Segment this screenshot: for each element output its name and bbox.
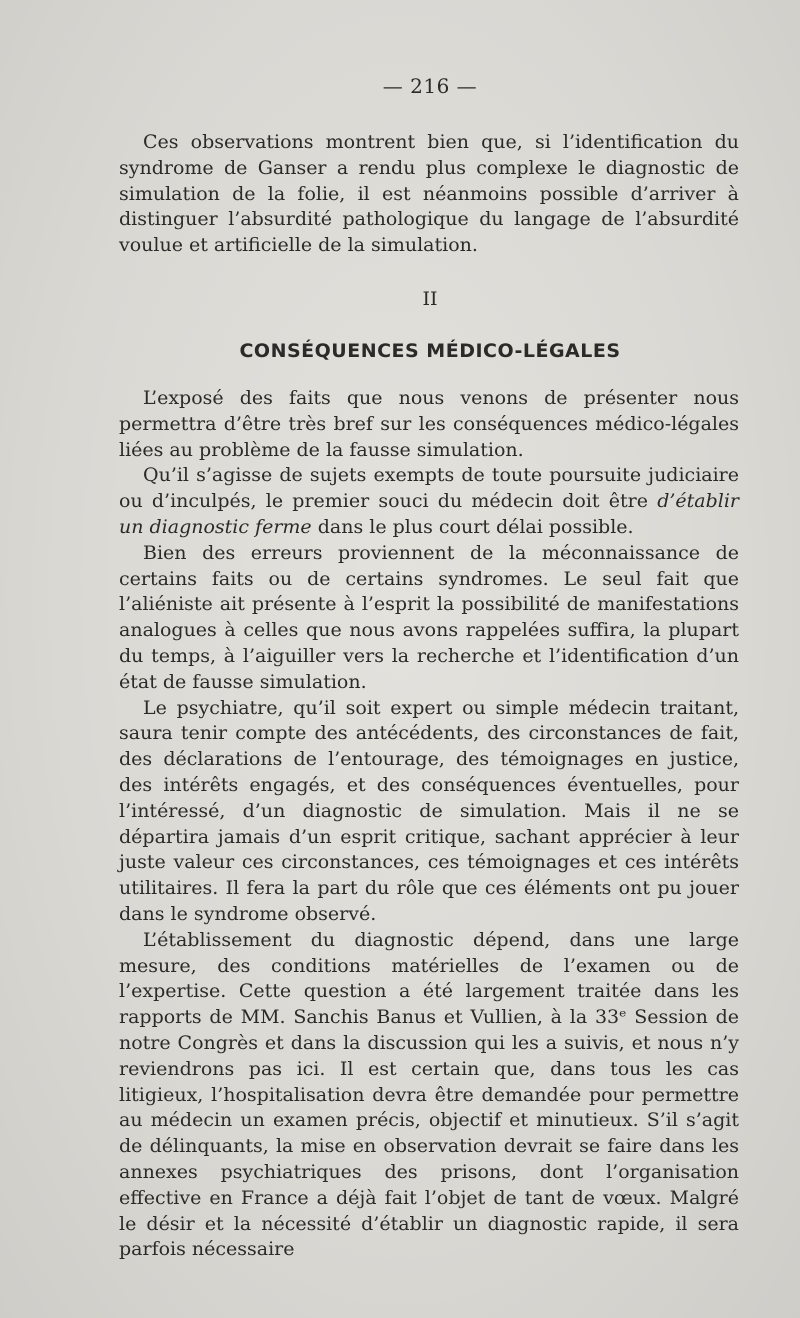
section-number: II xyxy=(422,288,438,310)
paragraph-1: L’exposé des faits que nous venons de présenter nous permettra d’être très bref sur les conséquences médico-légales liées au problème de la fausse simulation. xyxy=(119,387,739,461)
paragraph-5: L’établissement du diagnostic dépend, dans une large mesure, des conditions matérielles de l’examen ou de l’expertise. Cette question a été largement traitée dans les rapports de MM. Sanchis Banus et Vullien, à la 33ᵉ Session de notre Congrès et dans la discussion qui les a suivis, et nous n’y reviendrons pas ici. Il est certain que, dans tous les cas litigieux, l’hospitalisation devra être demandée pour permettre au médecin un examen précis, objectif et minutieux. S’il s’agit de délinquants, la mise en observation devrait se faire dans les annexes psychiatriques des prisons, dont l’organisation effective en France a déjà fait l’objet de tant de vœux. Malgré le désir et la nécessité d’établir un diagnostic rapide, il sera parfois nécessaire xyxy=(119,928,739,1261)
page-number: — 216 — xyxy=(382,74,478,98)
intro-block xyxy=(119,130,739,259)
paragraph-4: Le psychiatre, qu’il soit expert ou simple médecin traitant, saura tenir compte des antécédents, des circonstances de fait, des déclarations de l’entourage, des témoignages en justice, des intérêts engagés, et des conséquences éventuelles, pour l’intéressé, d’un diagnostic de simulation. Mais il ne se départira jamais d’un esprit critique, sachant apprécier à leur juste valeur ces circonstances, ces témoignages et ces intérêts utilitaires. Il fera la part du rôle que ces éléments ont pu jouer dans le syndrome observé. xyxy=(119,696,739,925)
intro-paragraph: Ces observations montrent bien que, si l’identification du syndrome de Ganser a rendu plus complexe le diagnostic de simulation de la folie, il est néanmoins possible d’arriver à distinguer l’absurdité pathologique du langage de l’absurdité voulue et artificielle de la simulation. xyxy=(119,131,739,257)
paragraph-2 xyxy=(119,463,739,540)
paragraph-2-start: Qu’il s’agisse de sujets exempts de toute poursuite judiciaire ou d’inculpés, le premier souci du médecin doit être xyxy=(119,464,739,513)
section-title: CONSÉQUENCES MÉDICO-LÉGALES xyxy=(239,340,621,362)
paragraph-3: Bien des erreurs proviennent de la méconnaissance de certains faits ou de certains syndromes. Le seul fait que l’aliéniste ait présente à l’esprit la possibilité de manifestations analogues à celles que nous avons rappelées suffira, la plupart du temps, à l’aiguiller vers la recherche et l’identification d’un état de fausse simulation. xyxy=(119,541,739,693)
paragraph-2-italic: d’établir un diagnostic ferme xyxy=(119,490,739,538)
section-body xyxy=(119,386,739,1263)
paragraph-2-end: dans le plus court délai possible. xyxy=(311,515,634,538)
